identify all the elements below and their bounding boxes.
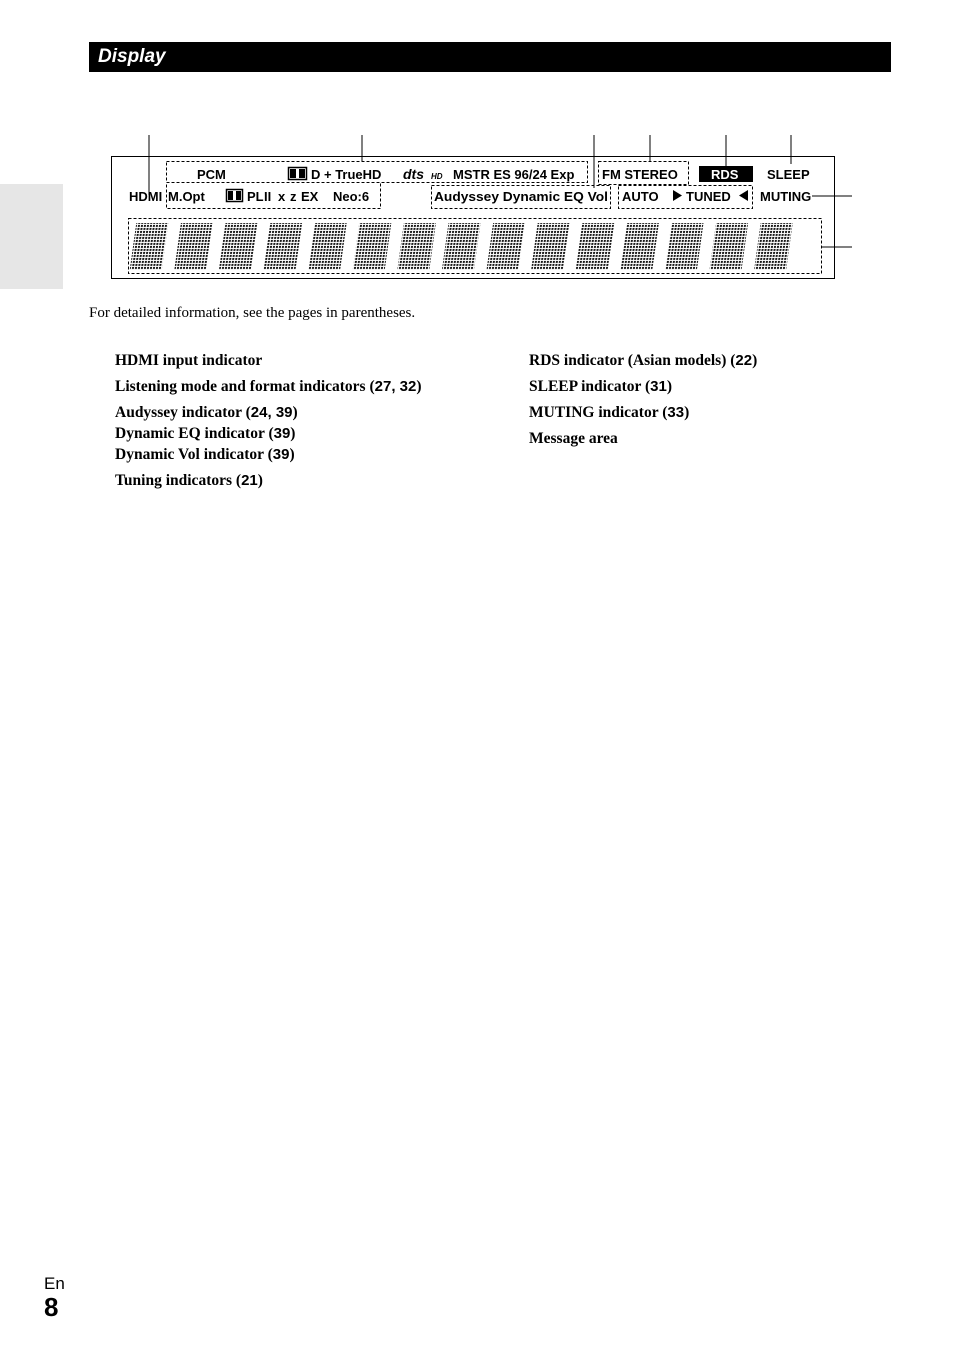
- section-title: Display: [98, 46, 166, 67]
- left-indicator-list: [115, 350, 422, 491]
- play-right-icon: [673, 190, 682, 201]
- sleep-indicator: SLEEP: [767, 167, 810, 182]
- message-char-cell: [263, 223, 302, 270]
- message-char-cell: [174, 223, 213, 270]
- dolby-d-truehd-indicator: D + TrueHD: [311, 167, 382, 182]
- message-char-cell: [308, 223, 347, 270]
- m-opt-indicator: M.Opt: [168, 189, 205, 204]
- message-char-cell: [442, 223, 481, 270]
- dts-formats-indicator: MSTR ES 96/24 Exp: [453, 167, 575, 182]
- dts-hd-logo: [403, 166, 443, 182]
- dolby-icon: [289, 168, 307, 180]
- message-area-cells: [130, 223, 793, 270]
- message-char-cell: [665, 223, 704, 270]
- list-item: SLEEP indicator (31): [529, 378, 673, 395]
- message-char-cell: [620, 223, 659, 270]
- muting-indicator: MUTING: [760, 189, 812, 204]
- list-item: Tuning indicators (21): [115, 472, 263, 489]
- auto-indicator: AUTO: [622, 189, 659, 204]
- message-char-cell: [754, 223, 793, 270]
- message-char-cell: [219, 223, 258, 270]
- play-left-icon: [739, 190, 748, 201]
- svg-text:HD: HD: [431, 172, 443, 181]
- message-char-cell: [486, 223, 525, 270]
- list-item: Listening mode and format indicators (27, 32): [115, 378, 422, 395]
- message-char-cell: [130, 223, 169, 270]
- neo6-indicator: Neo:6: [333, 189, 370, 204]
- message-char-cell: [576, 223, 615, 270]
- rds-indicator: RDS: [711, 167, 739, 182]
- message-char-cell: [353, 223, 392, 270]
- ex-indicator: EX: [301, 189, 319, 204]
- tuned-indicator: TUNED: [686, 189, 731, 204]
- message-char-cell: [709, 223, 748, 270]
- list-item: Dynamic EQ indicator (39): [115, 425, 296, 442]
- page-number: 8: [44, 1292, 59, 1322]
- list-item: HDMI input indicator: [115, 352, 263, 369]
- pl2-x-indicator: x: [278, 189, 286, 204]
- display-diagram: [0, 0, 954, 300]
- hdmi-indicator: HDMI: [129, 189, 163, 204]
- language-label: En: [44, 1274, 65, 1293]
- fm-stereo-indicator: FM STEREO: [602, 167, 678, 182]
- pl2-numeral: II: [264, 189, 272, 204]
- audyssey-indicator: Audyssey Dynamic EQ Vol: [434, 189, 608, 204]
- list-item: Message area: [529, 430, 618, 447]
- pl2-z-indicator: z: [290, 189, 297, 204]
- message-char-cell: [397, 223, 436, 270]
- svg-text:dts: dts: [403, 166, 424, 182]
- list-item: RDS indicator (Asian models) (22): [529, 352, 758, 369]
- list-item: Dynamic Vol indicator (39): [115, 446, 295, 463]
- list-item: MUTING indicator (33): [529, 404, 690, 421]
- message-char-cell: [531, 223, 570, 270]
- pl2-indicator: PL: [247, 189, 264, 204]
- list-item: Audyssey indicator (24, 39): [115, 404, 298, 421]
- right-indicator-list: [529, 350, 757, 449]
- pcm-indicator: PCM: [197, 167, 226, 182]
- intro-text: For detailed information, see the pages in parentheses.: [89, 305, 416, 321]
- dolby-icon: [227, 190, 243, 202]
